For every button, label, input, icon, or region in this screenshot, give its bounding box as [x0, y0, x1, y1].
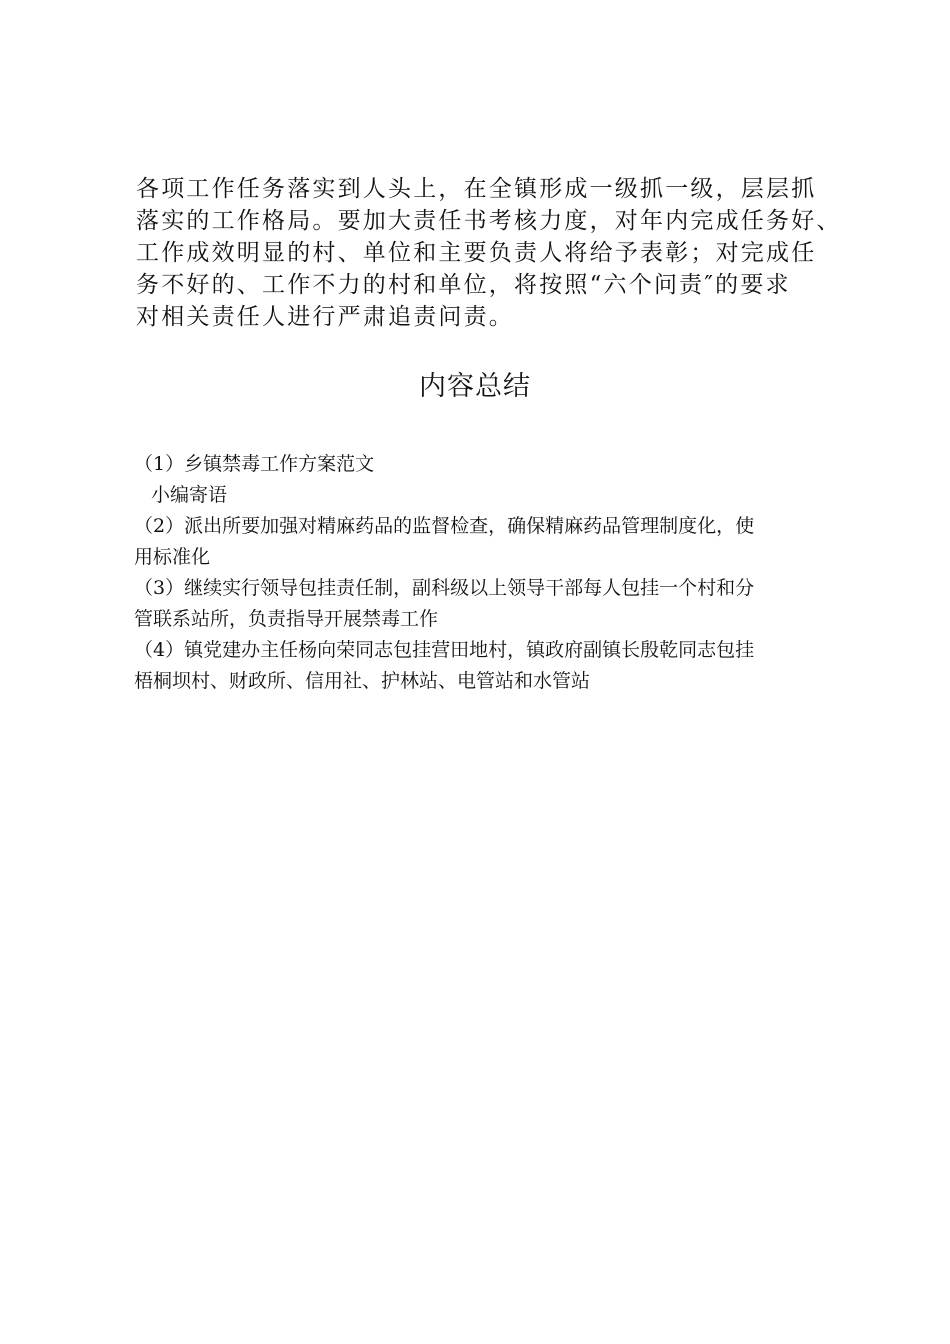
summary-item-2: （2）派出所要加强对精麻药品的监督检查，确保精麻药品管理制度化，使 [134, 515, 755, 537]
body-paragraph [136, 173, 842, 333]
summary-list [134, 449, 834, 697]
summary-item-3-continued: 管联系站所，负责指导开展禁毒工作 [134, 608, 439, 630]
summary-item-3: （3）继续实行领导包挂责任制，副科级以上领导干部每人包挂一个村和分 [134, 577, 755, 599]
summary-item-2-continued: 用标准化 [134, 546, 211, 568]
editor-note: 小编寄语 [151, 484, 228, 506]
body-paragraph-line: 各项工作任务落实到人头上，在全镇形成一级抓一级，层层抓 [136, 176, 817, 202]
body-paragraph-line: 务不好的、工作不力的村和单位，将按照“六个问责″的要求 [136, 272, 791, 298]
body-paragraph-line: 落实的工作格局。要加大责任书考核力度，对年内完成任务好、 [136, 208, 842, 234]
summary-title: 内容总结 [419, 371, 531, 402]
body-paragraph-line: 工作成效明显的村、单位和主要负责人将给予表彰；对完成任 [136, 240, 817, 266]
summary-item-4-continued: 梧桐坝村、财政所、信用社、护林站、电管站和水管站 [134, 670, 591, 692]
summary-item-4: （4）镇党建办主任杨向荣同志包挂营田地村，镇政府副镇长殷乾同志包挂 [134, 639, 755, 661]
body-paragraph-line: 对相关责任人进行严肃追责问责。 [136, 304, 514, 330]
summary-item-1: （1）乡镇禁毒工作方案范文 [134, 453, 375, 475]
